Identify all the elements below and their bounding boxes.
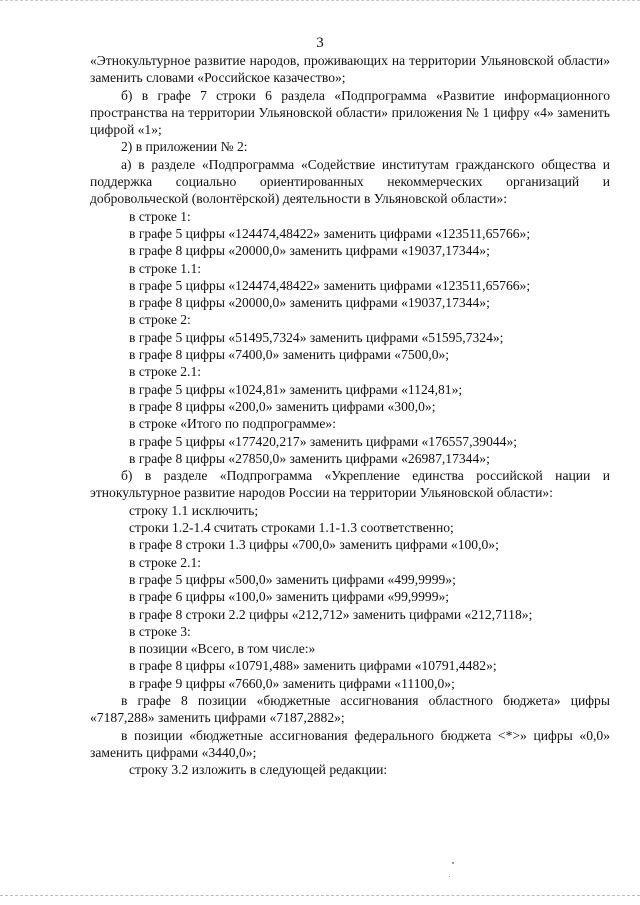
paragraph-5: в строке 1: [129,208,191,224]
paragraph-30: в графе 8 цифры «10791,488» заменить цифрами «10791,4482»; [129,658,497,674]
paragraph-11: в строке 2: [129,312,191,328]
paragraph-32: в графе 8 позиции «бюджетные ассигнования областного бюджета» цифры «7187,288» заменить цифрами «7187,2882»; [90,692,610,726]
paragraph-9: в графе 5 цифры «124474,48422» заменить цифрами «123511,65766»; [129,277,531,293]
paragraph-27: в графе 8 строки 2.2 цифры «212,712» заменить цифрами «212,7118»; [129,606,533,622]
paragraph-13: в графе 8 цифры «7400,0» заменить цифрами «7500,0»; [129,347,450,363]
paragraph-6: в графе 5 цифры «124474,48422» заменить цифрами «123511,65766»; [129,225,531,241]
paragraph-29: в позиции «Всего, в том числе:» [129,641,316,657]
paragraph-7: в графе 8 цифры «20000,0» заменить цифрами «19037,17344»; [129,243,490,259]
paragraph-12: в графе 5 цифры «51495,7324» заменить цифрами «51595,7324»; [129,329,504,345]
scan-bottom-edge [0,895,640,897]
paragraph-3: 2) в приложении № 2: [121,139,248,155]
paragraph-22: строки 1.2-1.4 считать строками 1.1-1.3 соответственно; [129,520,454,536]
paragraph-26: в графе 6 цифры «100,0» заменить цифрами «99,9999»; [129,589,450,605]
scan-top-edge [0,0,640,2]
scan-speck [452,862,454,864]
paragraph-14: в строке 2.1: [129,364,202,380]
page-number: 3 [316,35,324,51]
paragraph-4: а) в разделе «Подпрограмма «Содействие институтам гражданского общества и поддержка социально ориентированных некоммерческих организаций и добровольческой (волонтёрской) деятельности в Ульяновской области»: [90,156,610,207]
scan-speck [449,876,450,877]
paragraph-2: б) в графе 7 строки 6 раздела «Подпрограмма «Развитие информационного пространства на территории Ульяновской области» приложения № 1 цифру «4» заменить цифрой «1»; [90,87,610,138]
paragraph-16: в графе 8 цифры «200,0» заменить цифрами «300,0»; [129,398,436,414]
paragraph-23: в графе 8 строки 1.3 цифры «700,0» заменить цифрами «100,0»; [129,537,499,553]
paragraph-19: в графе 8 цифры «27850,0» заменить цифрами «26987,17344»; [129,450,490,466]
paragraph-20: б) в разделе «Подпрограмма «Укрепление единства российской нации и этнокультурное развитие народов России на территории Ульяновской области»: [90,468,610,501]
paragraph-18: в графе 5 цифры «177420,217» заменить цифрами «176557,39044»; [129,433,518,449]
paragraph-28: в строке 3: [129,623,191,639]
paragraph-10: в графе 8 цифры «20000,0» заменить цифрами «19037,17344»; [129,295,490,311]
paragraph-31: в графе 9 цифры «7660,0» заменить цифрами «11100,0»; [129,675,455,691]
paragraph-34: строку 3.2 изложить в следующей редакции: [129,762,388,778]
paragraph-1: «Этнокультурное развитие народов, проживающих на территории Ульяновской области» заменить словами «Российское казачество»; [90,53,610,86]
paragraph-25: в графе 5 цифры «500,0» заменить цифрами «499,9999»; [129,571,456,587]
paragraph-21: строку 1.1 исключить; [129,502,259,518]
paragraph-15: в графе 5 цифры «1024,81» заменить цифрами «1124,81»; [129,381,463,397]
paragraph-8: в строке 1.1: [129,260,202,276]
paragraph-24: в строке 2.1: [129,554,202,570]
paragraph-17: в строке «Итого по подпрограмме»: [129,416,337,432]
paragraph-33: в позиции «бюджетные ассигнования федерального бюджета <*>» цифры «0,0» заменить цифрами «3440,0»; [90,727,610,760]
document-body [90,52,610,778]
